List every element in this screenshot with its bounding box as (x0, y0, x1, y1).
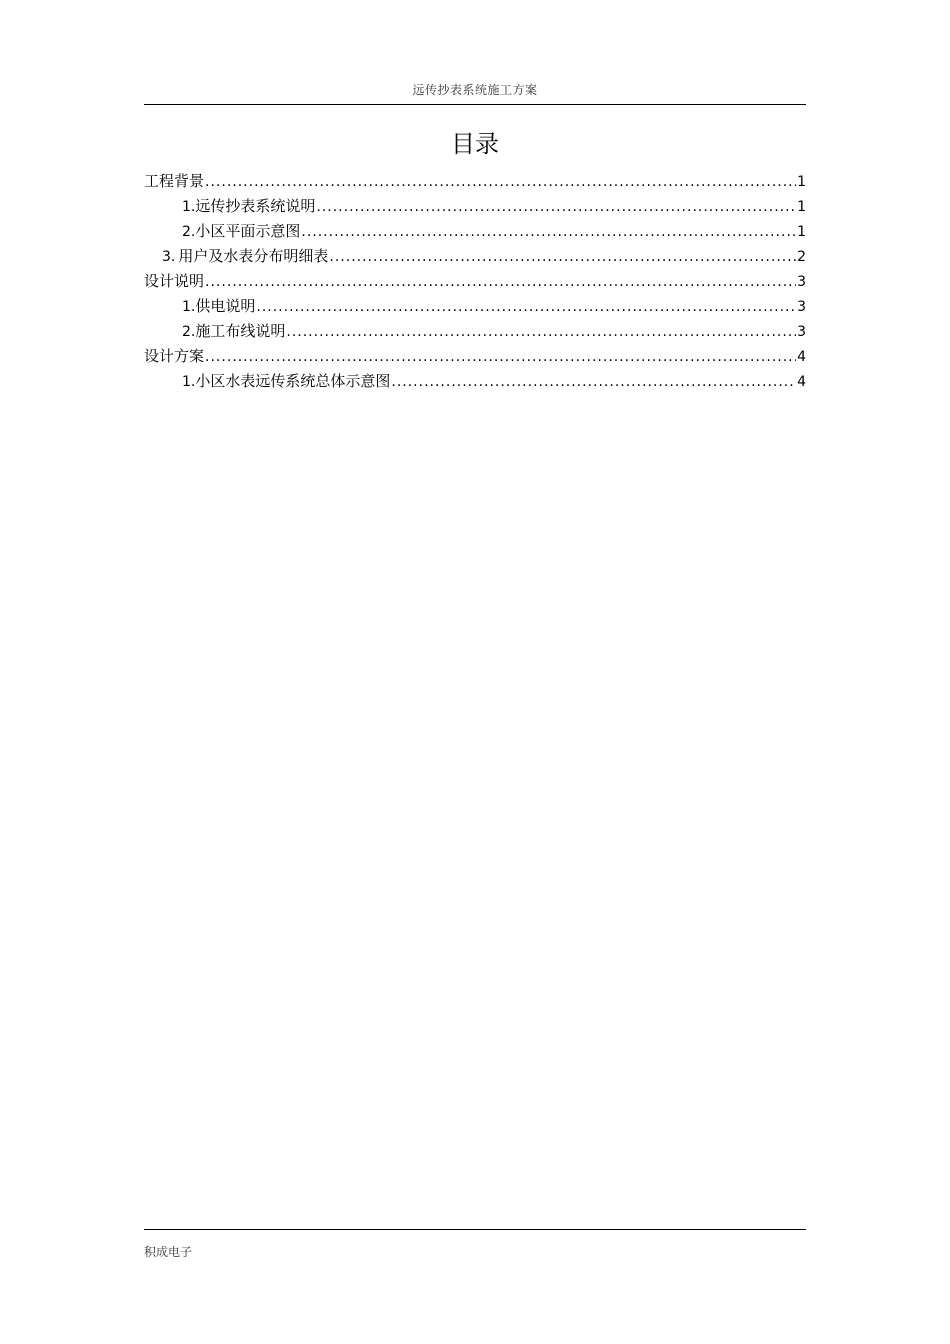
toc-entry-number: 2. (182, 224, 196, 240)
toc-dot-leader (286, 320, 796, 345)
toc-entry-design-plan[interactable] (144, 344, 806, 369)
toc-page-number: 3 (797, 274, 806, 290)
toc-entry-label: 小区平面示意图 (195, 222, 301, 240)
toc-page-number: 4 (797, 349, 806, 365)
page-footer-company: 积成电子 (144, 1245, 193, 1259)
toc-dot-leader (329, 245, 796, 270)
toc-page-number: 1 (797, 199, 806, 215)
toc-entry-system-overview-diagram[interactable] (144, 369, 806, 394)
toc-entry-label: 小区水表远传系统总体示意图 (195, 372, 391, 390)
toc-entry-number: 1. (182, 199, 196, 215)
toc-entry-meter-distribution-table[interactable] (144, 244, 806, 269)
toc-entry-project-background[interactable] (144, 169, 806, 194)
footer-divider (144, 1229, 806, 1230)
toc-title: 目录 (451, 130, 499, 158)
toc-dot-leader (391, 370, 796, 395)
toc-entry-label: 设计说明 (144, 272, 205, 290)
toc-dot-leader (316, 195, 796, 220)
toc-dot-leader (301, 220, 796, 245)
toc-dot-leader (256, 295, 796, 320)
toc-entry-power-supply[interactable] (144, 294, 806, 319)
toc-entry-label: 用户及水表分布明细表 (178, 247, 329, 265)
toc-page-number: 2 (797, 249, 806, 265)
page-header-title: 远传抄表系统施工方案 (412, 83, 538, 97)
toc-entry-number: 3. (162, 249, 176, 265)
toc-page-number: 3 (797, 299, 806, 315)
toc-page-number: 3 (797, 324, 806, 340)
header-divider (144, 104, 806, 105)
toc-entry-design-description[interactable] (144, 269, 806, 294)
toc-page-number: 1 (797, 224, 806, 240)
toc-dot-leader (205, 345, 796, 370)
toc-dot-leader (205, 270, 796, 295)
toc-entry-label: 工程背景 (144, 172, 205, 190)
toc-entry-label: 远传抄表系统说明 (195, 197, 316, 215)
toc-entry-number: 1. (182, 299, 196, 315)
table-of-contents (144, 169, 806, 394)
toc-entry-number: 1. (182, 374, 196, 390)
toc-entry-site-plan[interactable] (144, 219, 806, 244)
toc-dot-leader (205, 170, 796, 195)
toc-entry-number: 2. (182, 324, 196, 340)
toc-entry-wiring-instructions[interactable] (144, 319, 806, 344)
toc-page-number: 4 (797, 374, 806, 390)
toc-page-number: 1 (797, 174, 806, 190)
toc-entry-label: 供电说明 (195, 297, 256, 315)
toc-entry-label: 施工布线说明 (195, 322, 286, 340)
toc-entry-remote-reading-description[interactable] (144, 194, 806, 219)
toc-entry-label: 设计方案 (144, 347, 205, 365)
